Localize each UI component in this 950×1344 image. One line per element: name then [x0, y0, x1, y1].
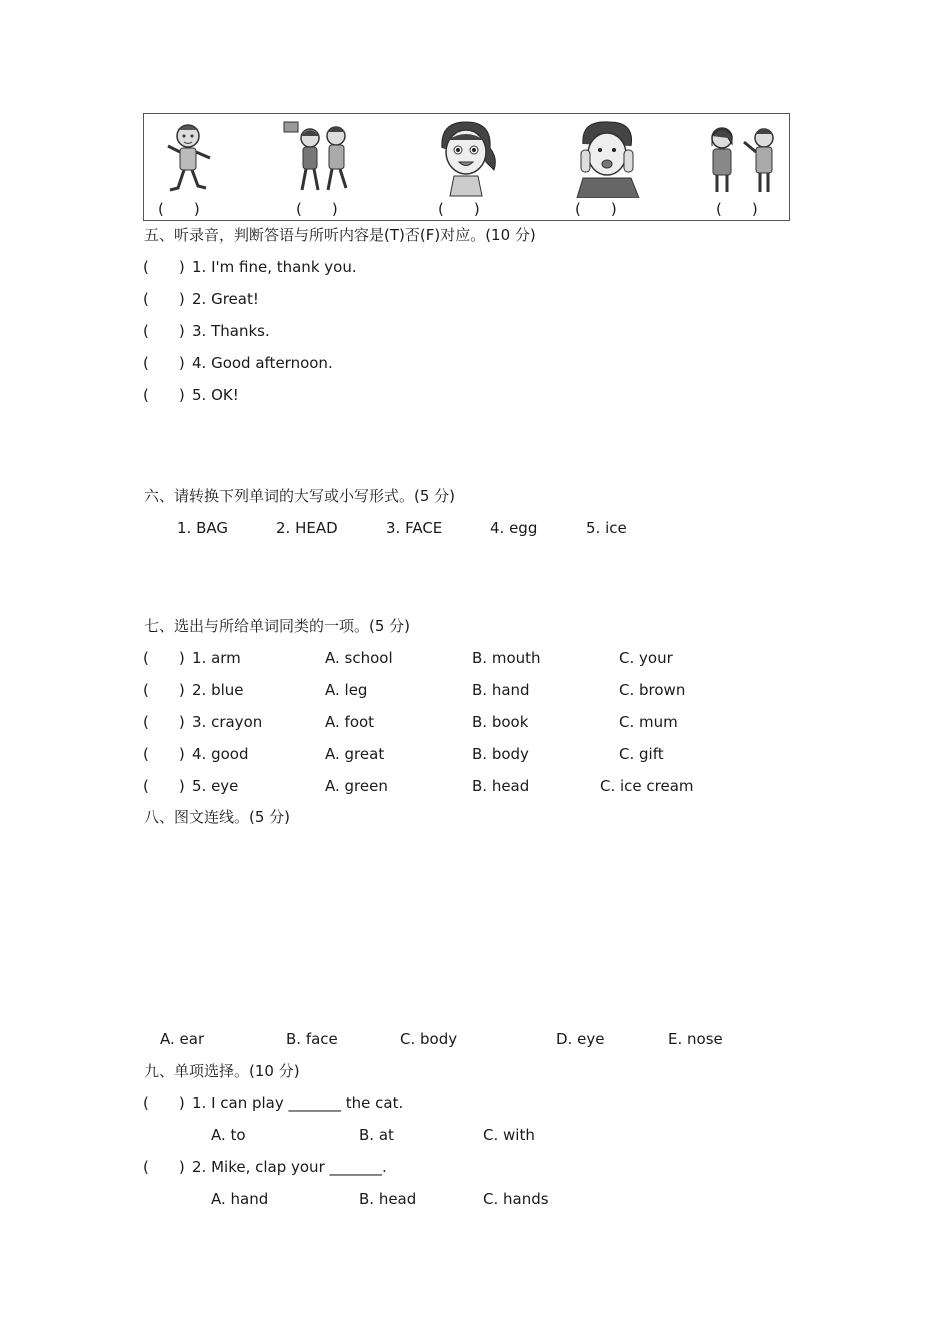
option-a: A. to	[211, 1126, 246, 1144]
section7-word: 1. arm	[192, 649, 241, 667]
match-option: D. eye	[556, 1030, 605, 1048]
section7-word: 5. eye	[192, 777, 239, 795]
option-a: A. green	[325, 777, 388, 795]
answer-blank[interactable]: ( )	[143, 745, 185, 763]
section8-title: 八、图文连线。(5 分)	[144, 808, 291, 826]
answer-blank[interactable]: ( )	[143, 322, 185, 340]
section5-item: 5. OK!	[192, 386, 239, 404]
option-b: B. at	[359, 1126, 394, 1144]
match-option: B. face	[286, 1030, 338, 1048]
option-c: C. hands	[483, 1190, 549, 1208]
kids-greeting-illustration	[704, 118, 782, 198]
section9-title: 九、单项选择。(10 分)	[144, 1062, 300, 1080]
section6-word: 5. ice	[586, 519, 627, 537]
option-a: A. great	[325, 745, 385, 763]
section7-word: 2. blue	[192, 681, 244, 699]
section6-word: 3. FACE	[386, 519, 443, 537]
girl-smiling-illustration	[428, 118, 506, 198]
boy-touching-face-illustration	[569, 118, 647, 198]
answer-blank[interactable]: ( )	[143, 258, 185, 276]
section7-title: 七、选出与所给单词同类的一项。(5 分)	[144, 617, 411, 635]
picture-row-box	[143, 113, 790, 221]
match-option: C. body	[400, 1030, 458, 1048]
question-text: 2. Mike, clap your _______.	[192, 1158, 387, 1176]
option-b: B. book	[472, 713, 529, 731]
option-c: C. brown	[619, 681, 686, 699]
option-a: A. hand	[211, 1190, 269, 1208]
boy-dancing-illustration	[154, 118, 232, 198]
answer-blank-1[interactable]: ( )	[158, 200, 200, 218]
option-c: C. your	[619, 649, 673, 667]
section5-item: 4. Good afternoon.	[192, 354, 333, 372]
answer-blank[interactable]: ( )	[143, 354, 185, 372]
option-c: C. gift	[619, 745, 664, 763]
match-option: A. ear	[160, 1030, 205, 1048]
section7-word: 4. good	[192, 745, 249, 763]
option-a: A. leg	[325, 681, 368, 699]
section7-word: 3. crayon	[192, 713, 263, 731]
option-c: C. ice cream	[600, 777, 694, 795]
section6-word: 1. BAG	[177, 519, 228, 537]
answer-blank[interactable]: ( )	[143, 649, 185, 667]
answer-blank-5[interactable]: ( )	[716, 200, 758, 218]
option-a: A. foot	[325, 713, 375, 731]
option-a: A. school	[325, 649, 393, 667]
option-b: B. mouth	[472, 649, 541, 667]
section6-title: 六、请转换下列单词的大写或小写形式。(5 分)	[144, 487, 456, 505]
answer-blank-4[interactable]: ( )	[575, 200, 617, 218]
answer-blank-2[interactable]: ( )	[296, 200, 338, 218]
section5-item: 2. Great!	[192, 290, 259, 308]
answer-blank[interactable]: ( )	[143, 1158, 185, 1176]
answer-blank-3[interactable]: ( )	[438, 200, 480, 218]
answer-blank[interactable]: ( )	[143, 777, 185, 795]
section5-item: 1. I'm fine, thank you.	[192, 258, 357, 276]
answer-blank[interactable]: ( )	[143, 713, 185, 731]
option-b: B. head	[472, 777, 530, 795]
option-b: B. head	[359, 1190, 417, 1208]
section6-word: 2. HEAD	[276, 519, 338, 537]
section5-item: 3. Thanks.	[192, 322, 270, 340]
question-text: 1. I can play _______ the cat.	[192, 1094, 404, 1112]
option-b: B. body	[472, 745, 529, 763]
option-b: B. hand	[472, 681, 530, 699]
kids-walking-illustration	[282, 118, 360, 198]
option-c: C. mum	[619, 713, 678, 731]
match-option: E. nose	[668, 1030, 723, 1048]
section5-title: 五、听录音，判断答语与所听内容是(T)否(F)对应。(10 分)	[144, 226, 536, 244]
answer-blank[interactable]: ( )	[143, 290, 185, 308]
section6-word: 4. egg	[490, 519, 538, 537]
answer-blank[interactable]: ( )	[143, 386, 185, 404]
answer-blank[interactable]: ( )	[143, 1094, 185, 1112]
answer-blank[interactable]: ( )	[143, 681, 185, 699]
option-c: C. with	[483, 1126, 535, 1144]
